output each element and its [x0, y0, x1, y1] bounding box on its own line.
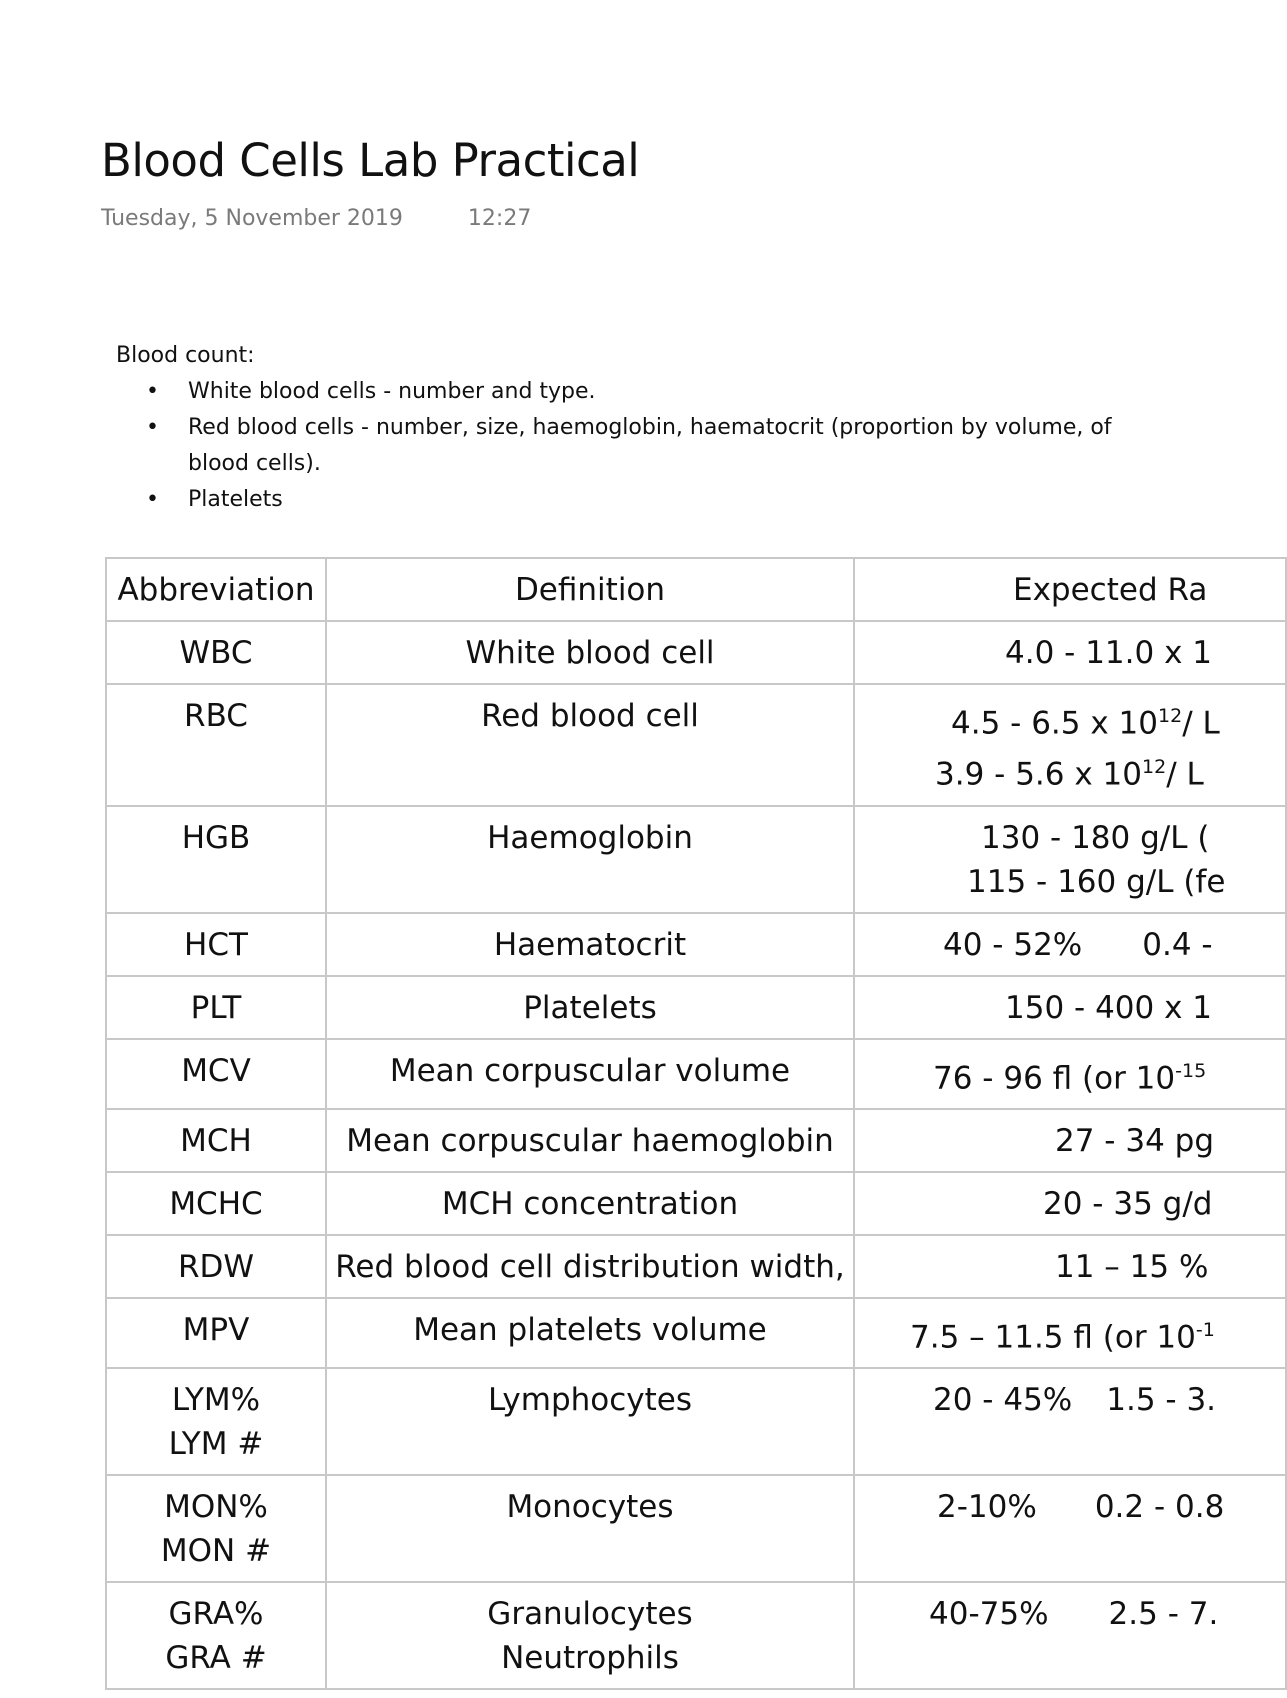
intro-heading: Blood count:	[116, 343, 255, 368]
table-row	[106, 1235, 1286, 1298]
cell-definition: Haemoglobin	[326, 806, 854, 913]
note-date: Tuesday, 5 November 2019	[101, 206, 403, 231]
table-row	[106, 1582, 1286, 1689]
cell-abbr: HGB	[106, 806, 326, 913]
table-row	[106, 1298, 1286, 1368]
list-item: • White blood cells - number and type.	[116, 374, 1216, 410]
table-row	[106, 1039, 1286, 1109]
table-row	[106, 1109, 1286, 1172]
table-row	[106, 1172, 1286, 1235]
cell-abbr: MPV	[106, 1298, 326, 1368]
cell-definition: Mean corpuscular haemoglobin	[326, 1109, 854, 1172]
cell-abbr: MCHC	[106, 1172, 326, 1235]
cell-definition: Red blood cell distribution width,	[326, 1235, 854, 1298]
cell-abbr: MON% MON #	[106, 1475, 326, 1582]
cell-range: 2-10% 0.2 - 0.8	[854, 1475, 1286, 1582]
blood-count-table	[105, 557, 1287, 1690]
header-abbreviation: Abbreviation	[106, 558, 326, 621]
cell-abbr: HCT	[106, 913, 326, 976]
cell-range: 27 - 34 pg	[854, 1109, 1286, 1172]
cell-range: 11 – 15 %	[854, 1235, 1286, 1298]
table-row	[106, 806, 1286, 913]
table-row	[106, 913, 1286, 976]
cell-definition: White blood cell	[326, 621, 854, 684]
list-item: • Red blood cells - number, size, haemoglobin, haematocrit (proportion by volume, of blood cells).	[116, 410, 1216, 482]
cell-abbr: RBC	[106, 684, 326, 806]
intro-list	[116, 374, 1216, 518]
table-header-row	[106, 558, 1286, 621]
bullet-icon: •	[146, 487, 159, 512]
cell-range: 20 - 45% 1.5 - 3.	[854, 1368, 1286, 1475]
header-definition: Definition	[326, 558, 854, 621]
cell-definition: Red blood cell	[326, 684, 854, 806]
table-row	[106, 1368, 1286, 1475]
page-title: Blood Cells Lab Practical	[101, 134, 640, 187]
cell-range: 150 - 400 x 1	[854, 976, 1286, 1039]
table-row	[106, 976, 1286, 1039]
cell-definition: Monocytes	[326, 1475, 854, 1582]
cell-abbr: WBC	[106, 621, 326, 684]
cell-range: 40 - 52% 0.4 -	[854, 913, 1286, 976]
cell-abbr: RDW	[106, 1235, 326, 1298]
cell-range: 4.5 - 6.5 x $10^{12}/$ L 3.9 - 5.6 x $10^{12}/$ L	[854, 684, 1286, 806]
cell-range: 40-75% 2.5 - 7.	[854, 1582, 1286, 1689]
cell-abbr: LYM% LYM #	[106, 1368, 326, 1475]
cell-definition: Mean platelets volume	[326, 1298, 854, 1368]
cell-definition: Mean corpuscular volume	[326, 1039, 854, 1109]
cell-range: 130 - 180 g/L ( 115 - 160 g/L (fe	[854, 806, 1286, 913]
note-time: 12:27	[467, 206, 532, 231]
cell-definition: MCH concentration	[326, 1172, 854, 1235]
cell-abbr: PLT	[106, 976, 326, 1039]
cell-range: 4.0 - 11.0 x 1	[854, 621, 1286, 684]
cell-range: 7.5 – 11.5 fl (or $10^{-1}$	[854, 1298, 1286, 1368]
cell-definition: Granulocytes Neutrophils	[326, 1582, 854, 1689]
table-row	[106, 684, 1286, 806]
bullet-icon: •	[146, 379, 159, 404]
intro-block	[116, 338, 1216, 518]
cell-definition: Haematocrit	[326, 913, 854, 976]
cell-definition: Platelets	[326, 976, 854, 1039]
cell-abbr: MCH	[106, 1109, 326, 1172]
header-expected-range: Expected Ra	[854, 558, 1286, 621]
blood-count-table-viewport	[105, 557, 1226, 1677]
bullet-icon: •	[146, 415, 159, 440]
cell-abbr: GRA% GRA #	[106, 1582, 326, 1689]
list-item: • Platelets	[116, 482, 1216, 518]
cell-range: 20 - 35 g/d	[854, 1172, 1286, 1235]
note-meta	[101, 206, 531, 231]
cell-abbr: MCV	[106, 1039, 326, 1109]
cell-definition: Lymphocytes	[326, 1368, 854, 1475]
cell-range: 76 - 96 fl (or $10^{-15}$	[854, 1039, 1286, 1109]
table-row	[106, 1475, 1286, 1582]
table-row	[106, 621, 1286, 684]
